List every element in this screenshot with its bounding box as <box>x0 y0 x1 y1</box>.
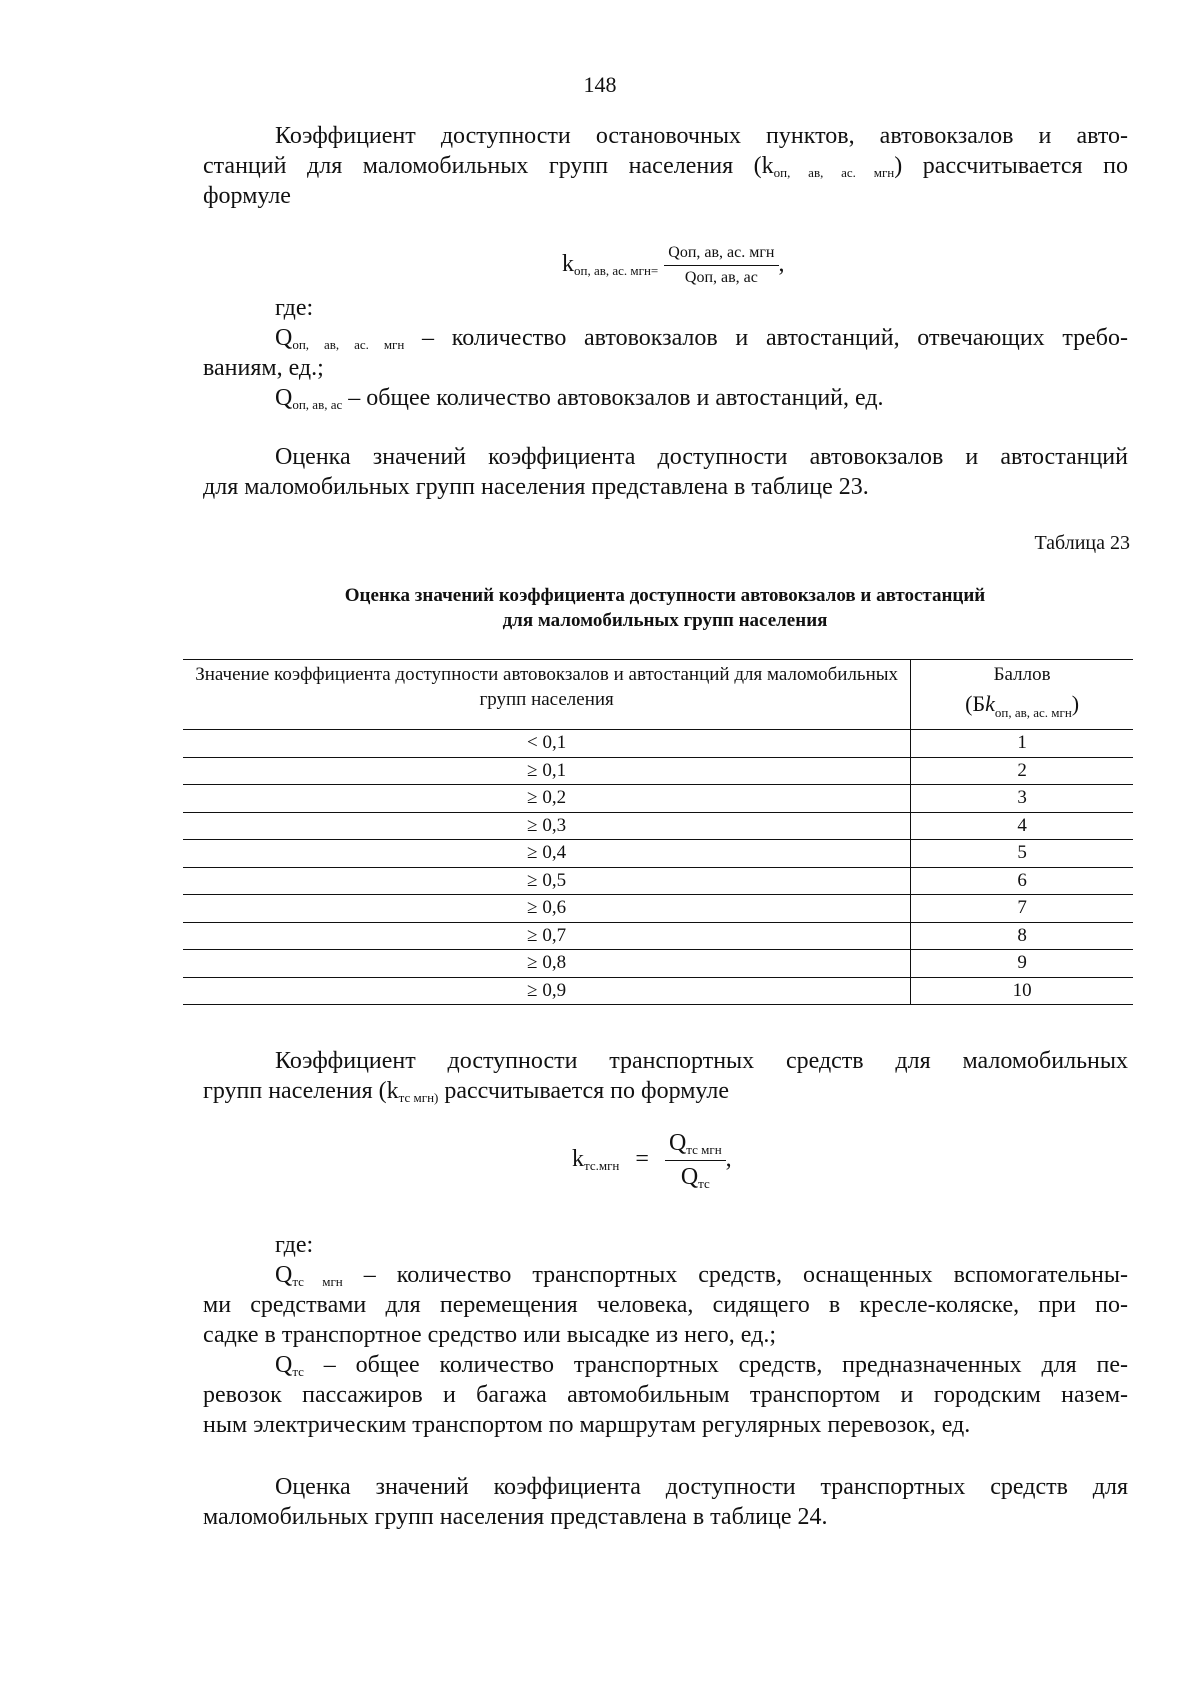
definitions-stations <box>203 293 1128 413</box>
scores-table <box>183 659 1133 1005</box>
table-row: ≥ 0,6 7 <box>183 895 1133 923</box>
table-row: ≥ 0,5 6 <box>183 867 1133 895</box>
table-caption: Таблица 23 <box>1034 532 1130 554</box>
formula-fraction: $\frac{Q_{тс мгн}}{Q_{тс}}$ <box>665 1130 726 1191</box>
definition-line: ми средствами для перемещения человека, сидящего в кресле-коляске, при по- <box>203 1292 1128 1318</box>
table-row: ≥ 0,1 2 <box>183 757 1133 785</box>
paragraph-coefficient-vehicles <box>203 1046 1128 1106</box>
definition-line: ревозок пассажиров и багажа автомобильным транспортом и городским назем- <box>203 1382 1128 1408</box>
table-row: ≥ 0,3 4 <box>183 812 1133 840</box>
text-line: Оценка значений коэффициента доступности транспортных средств для <box>275 1474 1128 1500</box>
text-line: Оценка значений коэффициента доступности автовокзалов и автостанций <box>275 444 1128 470</box>
table-title: Оценка значений коэффициента доступности автовокзалов и автостанций для маломобильных групп населения <box>344 585 986 631</box>
definition-line: ным электрическим транспортом по маршрутам регулярных перевозок, ед. <box>203 1412 971 1438</box>
text-line: маломобильных групп населения представлена в таблице 24. <box>203 1504 828 1530</box>
definitions-vehicles <box>203 1230 1128 1440</box>
definition-line: $Q_{тс мгн}$ – количество транспортных средств, оснащенных вспомогательны- <box>275 1262 1128 1289</box>
table-row: ≥ 0,2 3 <box>183 785 1133 813</box>
table-row: ≥ 0,9 10 <box>183 977 1133 1005</box>
definition-line: $Q_{тс}$ – общее количество транспортных средств, предназначенных для пе- <box>275 1352 1128 1379</box>
formula-stations: $k_{оп, ав, ас. мгн=}$ $\frac{\text{Qоп, ав, ас. мгн}}{\text{Qоп, ав, ас}}$ , <box>562 244 785 286</box>
definition-line: садке в транспортное средство или высадке из него, ед.; <box>203 1322 777 1348</box>
text-line: станций для маломобильных групп населения $(k_{оп, ав, ас. мгн})$ рассчитывается по <box>203 153 1128 180</box>
definition-line: $Q_{оп, ав, ас}$ – общее количество автовокзалов и автостанций, ед. <box>275 385 884 412</box>
text-line: Коэффициент доступности транспортных средств для маломобильных <box>275 1048 1128 1074</box>
table-row: < 0,1 1 <box>183 730 1133 758</box>
formula-fraction: $\frac{\text{Qоп, ав, ас. мгн}}{\text{Qоп, ав, ас}}$ <box>664 244 778 287</box>
text-line: Коэффициент доступности остановочных пунктов, автовокзалов и авто- <box>275 123 1128 149</box>
table-row: ≥ 0,8 9 <box>183 950 1133 978</box>
page-number: 148 <box>583 72 617 97</box>
text-line: групп населения ($k_{тс мгн)}$ рассчитывается по формуле <box>203 1078 729 1105</box>
header-score: Баллов $(Бk_{оп, ав, ас. мгн})$ <box>911 660 1133 730</box>
formula-vehicles: $k_{тс.мгн}$ = $\frac{Q_{тс мгн}}{Q_{тс}}$ , <box>572 1130 732 1191</box>
table-row: ≥ 0,4 5 <box>183 840 1133 868</box>
header-coefficient-value: Значение коэффициента доступности автовокзалов и автостанций для маломобильных групп населения <box>183 660 911 730</box>
paragraph-coefficient-stations <box>203 121 1128 211</box>
definition-line: ваниям, ед.; <box>203 355 324 381</box>
table-row: ≥ 0,7 8 <box>183 922 1133 950</box>
paragraph-table-ref-24 <box>203 1472 1128 1532</box>
where-label: где: <box>275 295 314 321</box>
definition-line: $Q_{оп, ав, ас. мгн}$ – количество автовокзалов и автостанций, отвечающих требо- <box>275 325 1129 352</box>
text-line: для маломобильных групп населения представлена в таблице 23. <box>203 474 869 500</box>
where-label: где: <box>275 1232 314 1258</box>
table-header-row <box>183 660 1133 730</box>
text-line: формуле <box>203 183 291 209</box>
paragraph-table-ref-23 <box>203 442 1128 502</box>
